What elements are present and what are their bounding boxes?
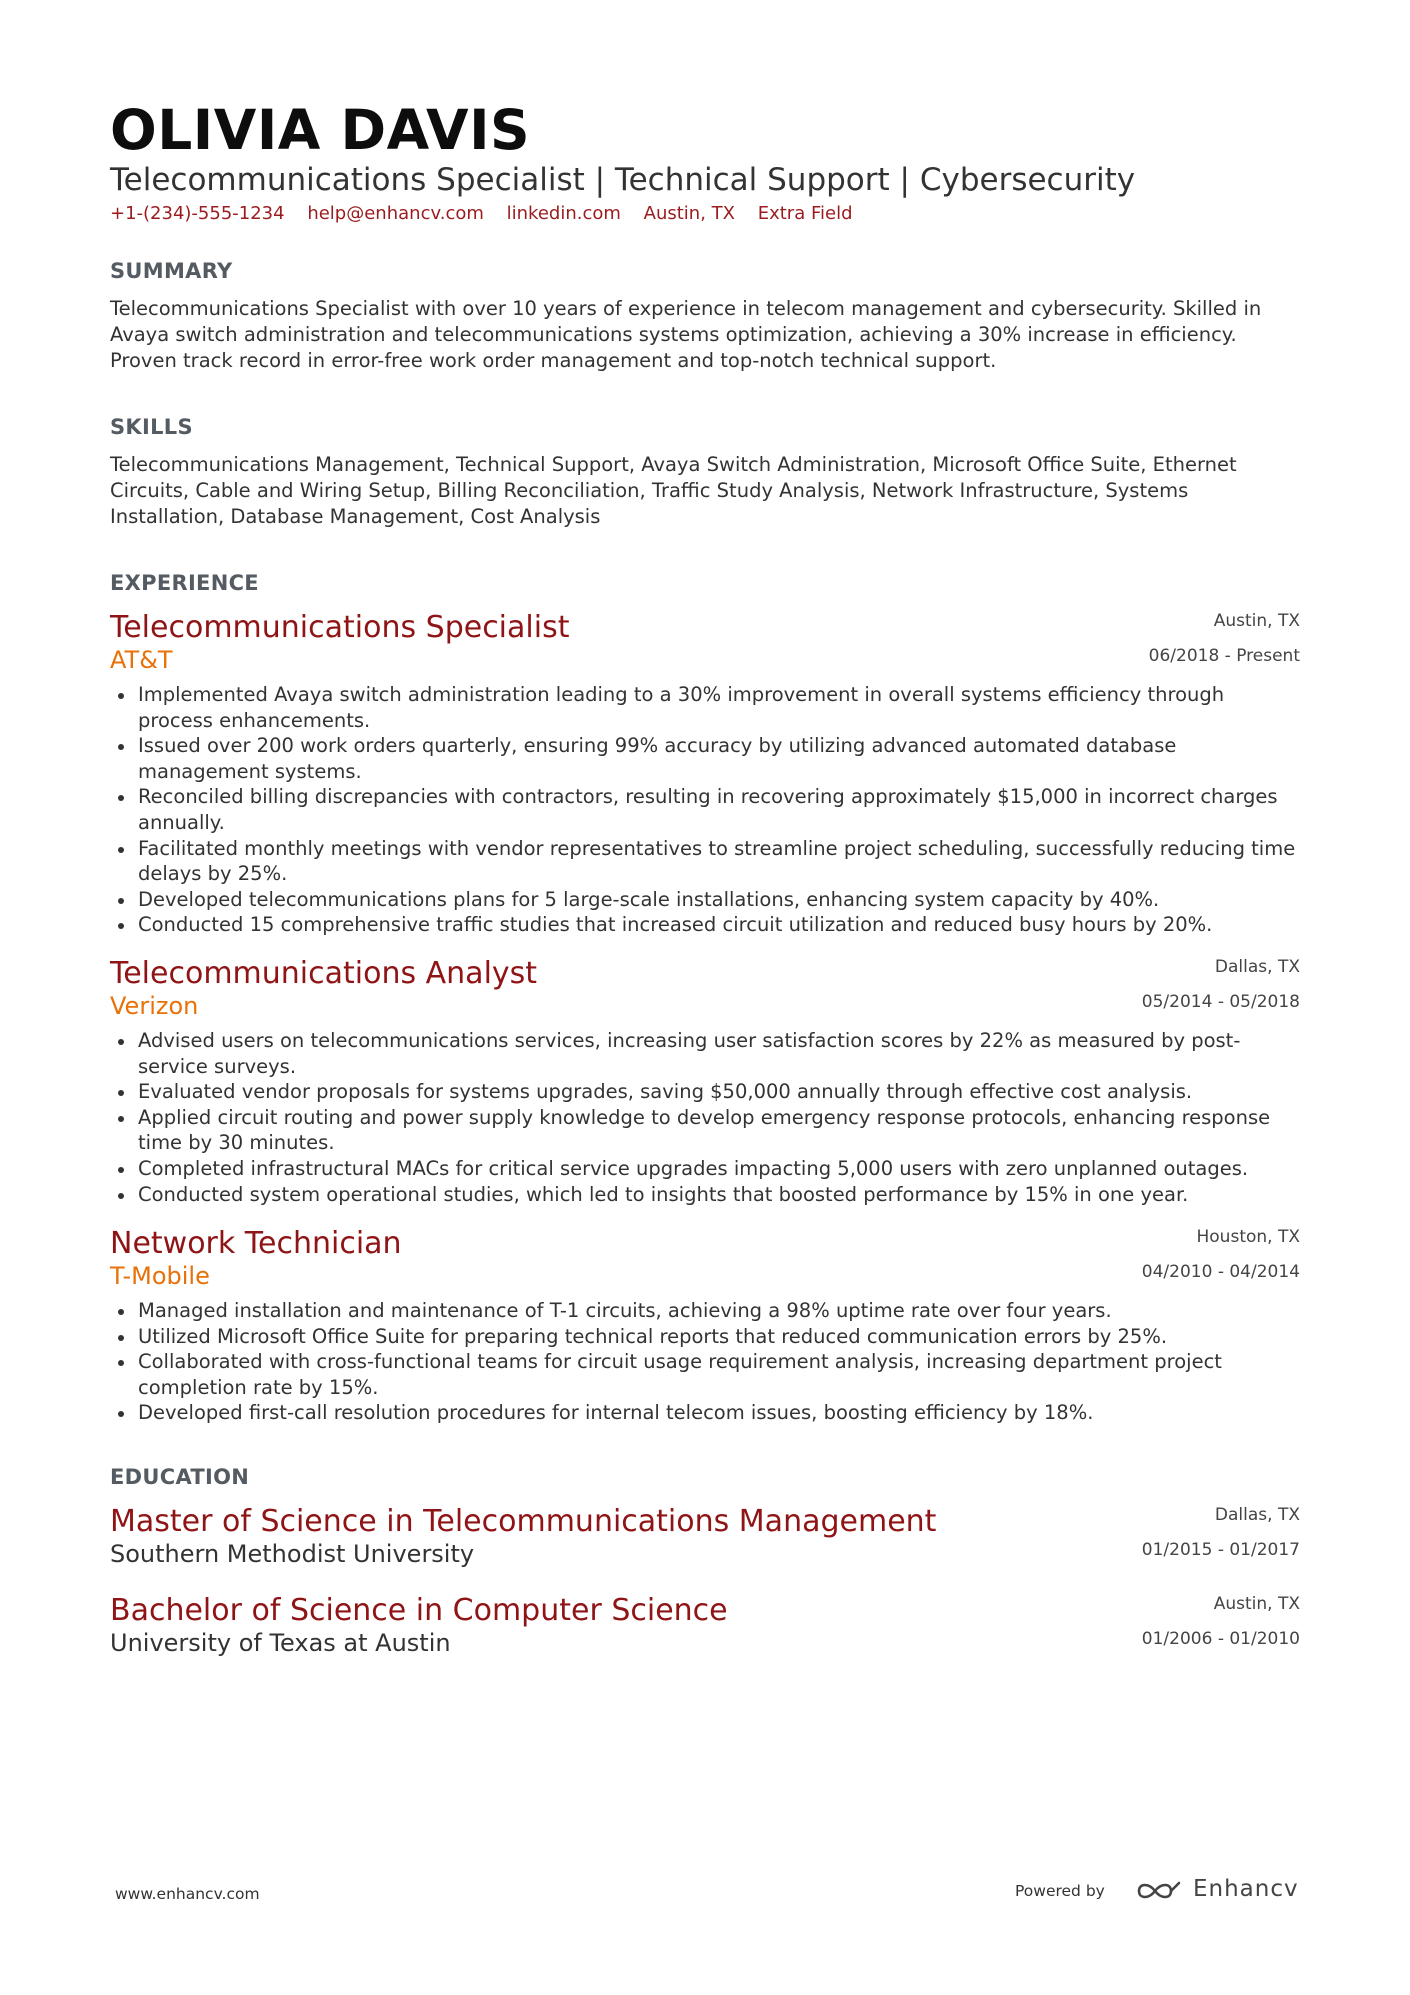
- enhancv-brand-name[interactable]: Enhancv: [1193, 1876, 1299, 1902]
- job-company: T-Mobile: [110, 1262, 210, 1290]
- job-bullet: Reconciled billing discrepancies with contractors, resulting in recovering approximately $15,000 in incorrect charges annually.: [110, 784, 1300, 835]
- job-bullet: Developed telecommunications plans for 5 large-scale installations, enhancing system capacity by 40%.: [110, 887, 1300, 913]
- job-dates: 04/2010 - 04/2014: [1141, 1262, 1300, 1282]
- school-location: Austin, TX: [1213, 1594, 1300, 1614]
- job-bullet: Issued over 200 work orders quarterly, ensuring 99% accuracy by utilizing advanced automated database management systems.: [110, 733, 1300, 784]
- job-company: Verizon: [110, 992, 199, 1020]
- job-location: Austin, TX: [1213, 611, 1300, 631]
- job-bullet: Facilitated monthly meetings with vendor representatives to streamline project scheduling, successfully reducing time delays by 25%.: [110, 836, 1300, 887]
- job-bullet: Collaborated with cross-functional teams for circuit usage requirement analysis, increasing department project completion rate by 15%.: [110, 1349, 1300, 1400]
- linkedin-contact[interactable]: linkedin.com: [506, 203, 621, 224]
- job-company: AT&T: [110, 646, 173, 674]
- enhancv-logo-icon: [1135, 1875, 1183, 1907]
- powered-by-label: Powered by: [1015, 1882, 1105, 1900]
- job-dates: 05/2014 - 05/2018: [1141, 992, 1300, 1012]
- job-bullet: Advised users on telecommunications services, increasing user satisfaction scores by 22% as measured by post-service surveys.: [110, 1028, 1300, 1079]
- job-location: Houston, TX: [1196, 1227, 1300, 1247]
- job-bullets: [110, 682, 1300, 938]
- job-bullet: Managed installation and maintenance of T-1 circuits, achieving a 98% uptime rate over four years.: [110, 1298, 1300, 1324]
- school-name: University of Texas at Austin: [110, 1629, 451, 1657]
- location-contact: Austin, TX: [643, 203, 735, 224]
- job-bullet: Utilized Microsoft Office Suite for preparing technical reports that reduced communication errors by 25%.: [110, 1324, 1300, 1350]
- school-name: Southern Methodist University: [110, 1540, 475, 1568]
- contact-bar: [110, 201, 870, 227]
- job-title: Telecommunications Analyst: [110, 956, 538, 991]
- job-bullet: Conducted system operational studies, which led to insights that boosted performance by 15% in one year.: [110, 1182, 1300, 1208]
- education-heading: EDUCATION: [110, 1465, 250, 1489]
- job-bullet: Implemented Avaya switch administration leading to a 30% improvement in overall systems efficiency through process enhancements.: [110, 682, 1300, 733]
- skills-heading: SKILLS: [110, 415, 193, 439]
- candidate-headline: Telecommunications Specialist | Technical Support | Cybersecurity: [110, 162, 1136, 198]
- job-location: Dallas, TX: [1214, 957, 1300, 977]
- job-title: Telecommunications Specialist: [110, 610, 570, 645]
- experience-heading: EXPERIENCE: [110, 571, 259, 595]
- summary-heading: SUMMARY: [110, 259, 233, 283]
- extra-field-contact: Extra Field: [757, 203, 853, 224]
- degree-title: Master of Science in Telecommunications Management: [110, 1504, 937, 1539]
- summary-text: Telecommunications Specialist with over 10 years of experience in telecom management and cybersecurity. Skilled in Avaya switch administration and telecommunications systems optimization, achieving a 30% increase in efficiency. Proven track record in error-free work order management and top-notch technical support.: [110, 297, 1262, 372]
- candidate-name: OLIVIA DAVIS: [110, 98, 531, 162]
- job-bullet: Evaluated vendor proposals for systems upgrades, saving $50,000 annually through effective cost analysis.: [110, 1079, 1300, 1105]
- job-bullet: Completed infrastructural MACs for critical service upgrades impacting 5,000 users with zero unplanned outages.: [110, 1156, 1300, 1182]
- school-dates: 01/2006 - 01/2010: [1141, 1629, 1300, 1649]
- job-title: Network Technician: [110, 1226, 402, 1261]
- job-bullet: Conducted 15 comprehensive traffic studies that increased circuit utilization and reduced busy hours by 20%.: [110, 912, 1300, 938]
- skills-text: Telecommunications Management, Technical Support, Avaya Switch Administration, Microsoft Office Suite, Ethernet Circuits, Cable and Wiring Setup, Billing Reconciliation, Traffic Study Analysis, Network Infrastructure, Systems Installation, Database Management, Cost Analysis: [110, 453, 1237, 528]
- school-location: Dallas, TX: [1214, 1505, 1300, 1525]
- email-contact[interactable]: help@enhancv.com: [307, 203, 484, 224]
- school-dates: 01/2015 - 01/2017: [1141, 1540, 1300, 1560]
- footer-website-link[interactable]: www.enhancv.com: [115, 1885, 260, 1903]
- job-bullets: [110, 1298, 1300, 1426]
- phone-contact[interactable]: +1-(234)-555-1234: [110, 203, 285, 224]
- degree-title: Bachelor of Science in Computer Science: [110, 1593, 728, 1628]
- job-bullet: Developed first-call resolution procedures for internal telecom issues, boosting efficiency by 18%.: [110, 1400, 1300, 1426]
- job-bullets: [110, 1028, 1300, 1207]
- job-bullet: Applied circuit routing and power supply knowledge to develop emergency response protocols, enhancing response time by 30 minutes.: [110, 1105, 1300, 1156]
- job-dates: 06/2018 - Present: [1148, 646, 1300, 666]
